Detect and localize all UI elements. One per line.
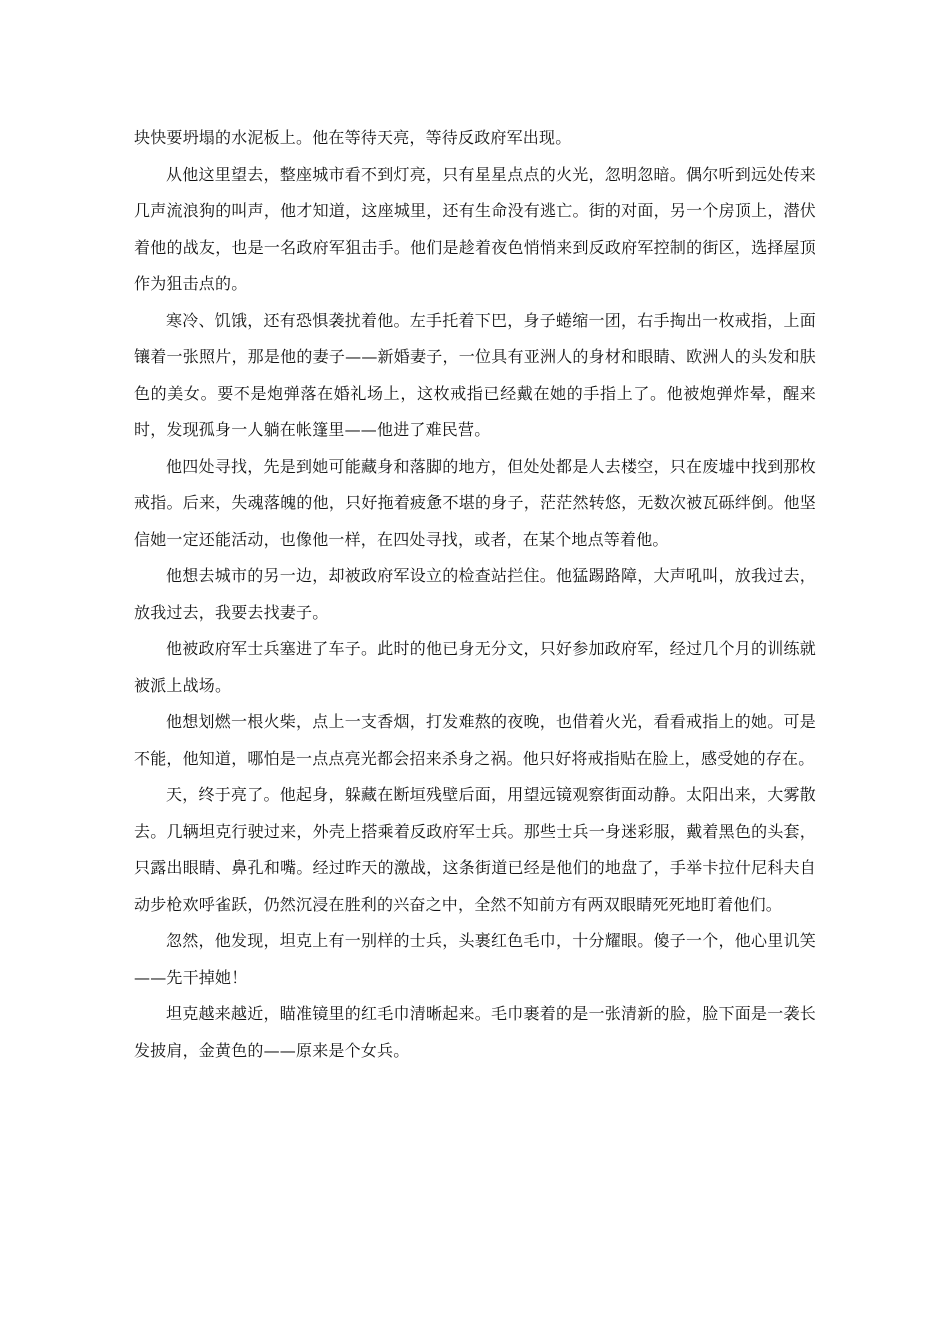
paragraph-3: 寒冷、饥饿，还有恐惧袭扰着他。左手托着下巴，身子蜷缩一团，右手掏出一枚戒指，上面镶着一张照片，那是他的妻子——新婚妻子，一位具有亚洲人的身材和眼睛、欧洲人的头发和肤色的美女。要不是炮弹落在婚礼场上，这枚戒指已经戴在她的手指上了。他被炮弹炸晕，醒来时，发现孤身一人躺在帐篷里——他进了难民营。 — [134, 310, 816, 439]
paragraph-9: 忽然，他发现，坦克上有一别样的士兵，头裹红色毛巾，十分耀眼。傻子一个，他心里讥笑——先干掉她！ — [134, 931, 816, 987]
paragraph-8: 天，终于亮了。他起身，躲藏在断垣残壁后面，用望远镜观察街面动静。太阳出来，大雾散去。几辆坦克行驶过来，外壳上搭乘着反政府军士兵。那些士兵一身迷彩服，戴着黑色的头套，只露出眼睛、鼻孔和嘴。经过昨天的激战，这条街道已经是他们的地盘了，手举卡拉什尼科夫自动步枪欢呼雀跃，仍然沉浸在胜利的兴奋之中，全然不知前方有两双眼睛死死地盯着他们。 — [134, 785, 816, 914]
document-page — [134, 120, 816, 1069]
paragraph-1: 块快要坍塌的水泥板上。他在等待天亮，等待反政府军出现。 — [134, 128, 572, 147]
paragraph-6: 他被政府军士兵塞进了车子。此时的他已身无分文，只好参加政府军，经过几个月的训练就被派上战场。 — [134, 639, 816, 695]
paragraph-10: 坦克越来越近，瞄准镜里的红毛巾清晰起来。毛巾裹着的是一张清新的脸，脸下面是一袭长发披肩，金黄色的——原来是个女兵。 — [134, 1004, 816, 1060]
paragraph-7: 他想划燃一根火柴，点上一支香烟，打发难熬的夜晚，也借着火光，看看戒指上的她。可是不能，他知道，哪怕是一点点亮光都会招来杀身之祸。他只好将戒指贴在脸上，感受她的存在。 — [134, 712, 816, 768]
paragraph-2: 从他这里望去，整座城市看不到灯亮，只有星星点点的火光，忽明忽暗。偶尔听到远处传来几声流浪狗的叫声，他才知道，这座城里，还有生命没有逃亡。街的对面，另一个房顶上，潜伏着他的战友，也是一名政府军狙击手。他们是趁着夜色悄悄来到反政府军控制的街区，选择屋顶作为狙击点的。 — [134, 164, 816, 293]
paragraph-5: 他想去城市的另一边，却被政府军设立的检查站拦住。他猛踢路障，大声吼叫，放我过去，放我过去，我要去找妻子。 — [134, 566, 816, 622]
paragraph-4: 他四处寻找，先是到她可能藏身和落脚的地方，但处处都是人去楼空，只在废墟中找到那枚戒指。后来，失魂落魄的他，只好拖着疲惫不堪的身子，茫茫然转悠，无数次被瓦砾绊倒。他坚信她一定还能活动，也像他一样，在四处寻找，或者，在某个地点等着他。 — [134, 456, 816, 549]
